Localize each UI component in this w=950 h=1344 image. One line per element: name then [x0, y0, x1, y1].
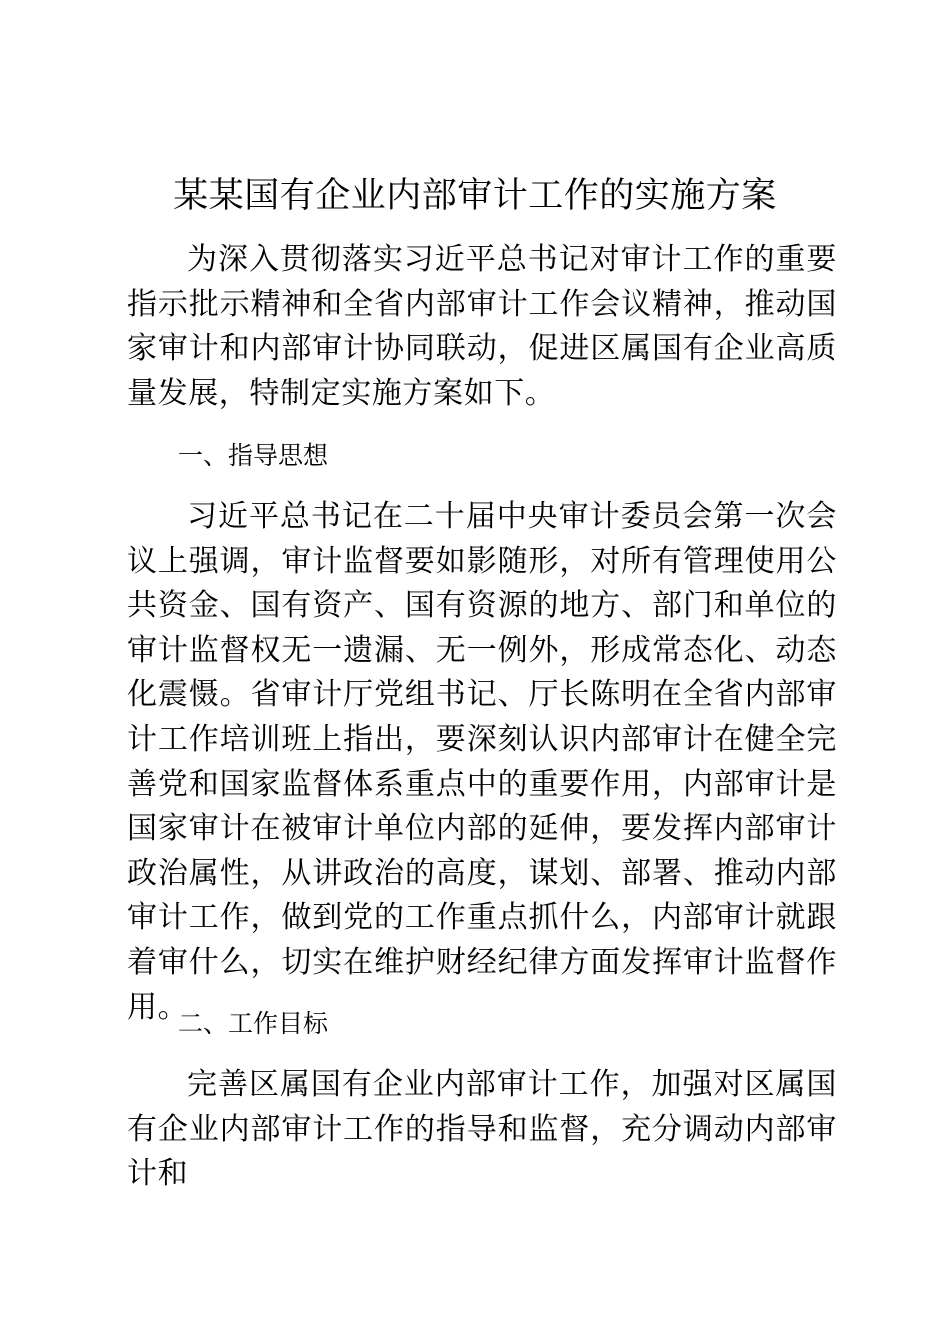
- document-title: 某某国有企业内部审计工作的实施方案: [173, 176, 777, 216]
- section-heading-guiding-thought: 一、指导思想: [178, 441, 329, 470]
- section-heading-work-goals: 二、工作目标: [178, 1009, 329, 1038]
- intro-paragraph: 为深入贯彻落实习近平总书记对审计工作的重要指示批示精神和全省内部审计工作会议精神，推动国家审计和内部审计协同联动，促进区属国有企业高质量发展，特制定实施方案如下。: [127, 242, 837, 411]
- section-body-guiding-thought: 习近平总书记在二十届中央审计委员会第一次会议上强调，审计监督要如影随形，对所有管理使用公共资金、国有资产、国有资源的地方、部门和单位的审计监督权无一遗漏、无一例外，形成常态化、动态化震慑。省审计厅党组书记、厅长陈明在全省内部审计工作培训班上指出，要深刻认识内部审计在健全完善党和国家监督体系重点中的重要作用，内部审计是国家审计在被审计单位内部的延伸，要发挥内部审计政治属性，从讲政治的高度，谋划、部署、推动内部审计工作，做到党的工作重点抓什么，内部审计就跟着审什么，切实在维护财经纪律方面发挥审计监督作用。: [127, 499, 837, 1025]
- section-body-work-goals: 完善区属国有企业内部审计工作，加强对区属国有企业内部审计工作的指导和监督，充分调动内部审计和: [127, 1067, 837, 1192]
